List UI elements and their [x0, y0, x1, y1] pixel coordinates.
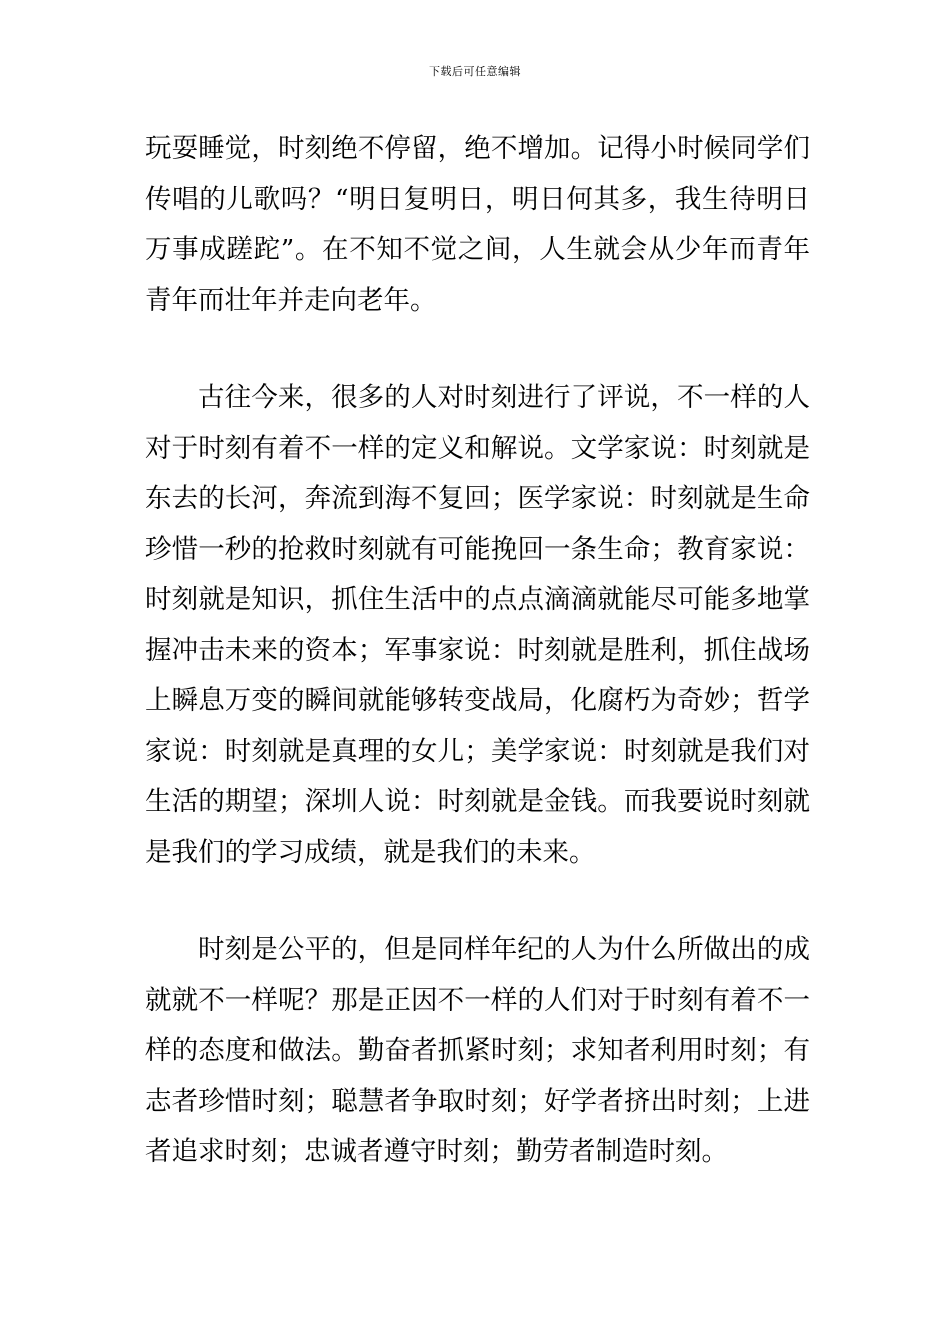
paragraph-continuation: 玩耍睡觉，时刻绝不停留，绝不增加。记得小时候同学们传唱的儿歌吗？“明日复明日，明日何其多，我生待明日万事成蹉跎”。在不知不觉之间，人生就会从少年而青年青年而壮年并走向老年。	[145, 133, 810, 316]
paragraph-attitudes-to-time: 时刻是公平的，但是同样年纪的人为什么所做出的成就就不一样呢？那是正因不一样的人们对于时刻有着不一样的态度和做法。勤奋者抓紧时刻；求知者利用时刻；有志者珍惜时刻；聪慧者争取时刻；好学者挤出时刻；上进者追求时刻；忠诚者遵守时刻；勤劳者制造时刻。	[145, 934, 810, 1167]
page-header: 下载后可任意编辑	[429, 65, 521, 78]
paragraph-opinions-on-time: 古往今来，很多的人对时刻进行了评说，不一样的人对于时刻有着不一样的定义和解说。文学家说：时刻就是东去的长河，奔流到海不复回；医学家说：时刻就是生命珍惜一秒的抢救时刻就有可能挽回一条生命；教育家说：时刻就是知识，抓住生活中的点点滴滴就能尽可能多地掌握冲击未来的资本；军事家说：时刻就是胜利，抓住战场上瞬息万变的瞬间就能够转变战局，化腐朽为奇妙；哲学家说：时刻就是真理的女儿；美学家说：时刻就是我们对生活的期望；深圳人说：时刻就是金钱。而我要说时刻就是我们的学习成绩，就是我们的未来。	[145, 382, 810, 868]
document-body	[145, 124, 810, 1178]
